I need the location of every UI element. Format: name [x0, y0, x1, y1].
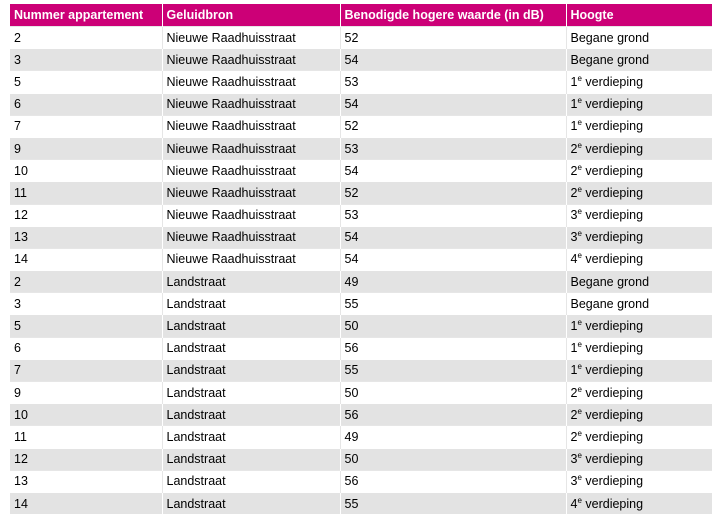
cell-hoogte: [566, 93, 712, 115]
cell-waarde: 49: [340, 426, 566, 448]
cell-nummer: 12: [10, 204, 162, 226]
hoogte-number: 1: [571, 319, 578, 333]
cell-nummer: 11: [10, 426, 162, 448]
cell-hoogte: [566, 248, 712, 270]
cell-nummer: 10: [10, 160, 162, 182]
cell-geluidbron: Nieuwe Raadhuisstraat: [162, 226, 340, 248]
cell-nummer: 7: [10, 359, 162, 381]
table-row: [10, 492, 712, 514]
hoogte-number: 1: [571, 363, 578, 377]
cell-hoogte: [566, 160, 712, 182]
cell-geluidbron: Nieuwe Raadhuisstraat: [162, 204, 340, 226]
hoogte-number: 2: [571, 186, 578, 200]
cell-nummer: 3: [10, 49, 162, 71]
noise-table: [10, 4, 712, 514]
hoogte-label: verdieping: [582, 186, 643, 200]
table-row: [10, 359, 712, 381]
cell-geluidbron: Landstraat: [162, 448, 340, 470]
cell-waarde: 56: [340, 404, 566, 426]
hoogte-label: Begane grond: [571, 53, 650, 67]
cell-nummer: 10: [10, 404, 162, 426]
cell-waarde: 54: [340, 49, 566, 71]
cell-geluidbron: Nieuwe Raadhuisstraat: [162, 137, 340, 159]
table-row: [10, 137, 712, 159]
hoogte-ordinal-suffix: e: [577, 407, 581, 416]
hoogte-ordinal-suffix: e: [577, 451, 581, 460]
cell-geluidbron: Landstraat: [162, 492, 340, 514]
cell-hoogte: [566, 492, 712, 514]
cell-hoogte: [566, 315, 712, 337]
table-row: [10, 293, 712, 315]
cell-geluidbron: Landstraat: [162, 426, 340, 448]
cell-hoogte: [566, 382, 712, 404]
cell-hoogte: [566, 470, 712, 492]
hoogte-number: 4: [571, 252, 578, 266]
table-header-row: [10, 4, 712, 27]
hoogte-label: verdieping: [582, 75, 643, 89]
hoogte-ordinal-suffix: e: [577, 118, 581, 127]
header-geluidbron: Geluidbron: [162, 4, 340, 27]
cell-nummer: 14: [10, 492, 162, 514]
table-row: [10, 71, 712, 93]
cell-waarde: 50: [340, 382, 566, 404]
hoogte-label: verdieping: [582, 497, 643, 511]
hoogte-number: 3: [571, 230, 578, 244]
hoogte-ordinal-suffix: e: [577, 229, 581, 238]
hoogte-number: 2: [571, 142, 578, 156]
hoogte-label: verdieping: [582, 97, 643, 111]
hoogte-ordinal-suffix: e: [577, 429, 581, 438]
cell-nummer: 2: [10, 27, 162, 49]
cell-geluidbron: Nieuwe Raadhuisstraat: [162, 248, 340, 270]
table-row: [10, 49, 712, 71]
cell-waarde: 50: [340, 448, 566, 470]
hoogte-number: 1: [571, 75, 578, 89]
hoogte-number: 3: [571, 452, 578, 466]
hoogte-ordinal-suffix: e: [577, 318, 581, 327]
cell-geluidbron: Landstraat: [162, 404, 340, 426]
cell-nummer: 13: [10, 470, 162, 492]
cell-geluidbron: Nieuwe Raadhuisstraat: [162, 49, 340, 71]
cell-nummer: 14: [10, 248, 162, 270]
hoogte-ordinal-suffix: e: [577, 362, 581, 371]
cell-hoogte: [566, 426, 712, 448]
cell-hoogte: [566, 337, 712, 359]
hoogte-ordinal-suffix: e: [577, 384, 581, 393]
cell-hoogte: [566, 27, 712, 49]
cell-waarde: 49: [340, 271, 566, 293]
hoogte-number: 1: [571, 119, 578, 133]
cell-waarde: 54: [340, 93, 566, 115]
cell-nummer: 5: [10, 315, 162, 337]
table-body: [10, 27, 712, 514]
cell-nummer: 5: [10, 71, 162, 93]
hoogte-number: 2: [571, 430, 578, 444]
header-benodigde-hogere-waarde: Benodigde hogere waarde (in dB): [340, 4, 566, 27]
hoogte-ordinal-suffix: e: [577, 96, 581, 105]
cell-hoogte: [566, 137, 712, 159]
hoogte-label: verdieping: [582, 164, 643, 178]
cell-geluidbron: Nieuwe Raadhuisstraat: [162, 27, 340, 49]
hoogte-ordinal-suffix: e: [577, 340, 581, 349]
cell-hoogte: [566, 182, 712, 204]
hoogte-label: verdieping: [582, 474, 643, 488]
table-row: [10, 226, 712, 248]
cell-geluidbron: Landstraat: [162, 271, 340, 293]
cell-waarde: 55: [340, 492, 566, 514]
cell-hoogte: [566, 448, 712, 470]
cell-geluidbron: Landstraat: [162, 470, 340, 492]
cell-hoogte: [566, 115, 712, 137]
table-row: [10, 315, 712, 337]
table-row: [10, 115, 712, 137]
cell-waarde: 56: [340, 337, 566, 359]
cell-geluidbron: Landstraat: [162, 382, 340, 404]
hoogte-number: 1: [571, 97, 578, 111]
hoogte-ordinal-suffix: e: [577, 473, 581, 482]
cell-nummer: 11: [10, 182, 162, 204]
table-row: [10, 470, 712, 492]
cell-hoogte: [566, 204, 712, 226]
table-row: [10, 271, 712, 293]
cell-waarde: 55: [340, 293, 566, 315]
cell-waarde: 54: [340, 226, 566, 248]
cell-waarde: 53: [340, 71, 566, 93]
hoogte-ordinal-suffix: e: [577, 140, 581, 149]
hoogte-label: verdieping: [582, 208, 643, 222]
cell-waarde: 52: [340, 182, 566, 204]
cell-waarde: 55: [340, 359, 566, 381]
cell-geluidbron: Landstraat: [162, 359, 340, 381]
hoogte-label: verdieping: [582, 319, 643, 333]
table-row: [10, 426, 712, 448]
cell-nummer: 2: [10, 271, 162, 293]
hoogte-label: verdieping: [582, 430, 643, 444]
table-row: [10, 204, 712, 226]
cell-geluidbron: Nieuwe Raadhuisstraat: [162, 115, 340, 137]
table-row: [10, 27, 712, 49]
cell-waarde: 54: [340, 160, 566, 182]
table-row: [10, 382, 712, 404]
cell-nummer: 13: [10, 226, 162, 248]
cell-hoogte: [566, 271, 712, 293]
cell-geluidbron: Landstraat: [162, 293, 340, 315]
header-nummer-appartement: Nummer appartement: [10, 4, 162, 27]
hoogte-label: verdieping: [582, 142, 643, 156]
hoogte-number: 1: [571, 341, 578, 355]
cell-hoogte: [566, 359, 712, 381]
hoogte-label: verdieping: [582, 386, 643, 400]
hoogte-label: verdieping: [582, 252, 643, 266]
cell-waarde: 53: [340, 137, 566, 159]
cell-nummer: 7: [10, 115, 162, 137]
cell-hoogte: [566, 293, 712, 315]
hoogte-label: verdieping: [582, 230, 643, 244]
cell-geluidbron: Nieuwe Raadhuisstraat: [162, 182, 340, 204]
cell-geluidbron: Landstraat: [162, 315, 340, 337]
hoogte-label: verdieping: [582, 341, 643, 355]
cell-geluidbron: Landstraat: [162, 337, 340, 359]
hoogte-number: 3: [571, 208, 578, 222]
hoogte-number: 2: [571, 164, 578, 178]
hoogte-label: Begane grond: [571, 31, 650, 45]
cell-nummer: 9: [10, 137, 162, 159]
hoogte-number: 2: [571, 408, 578, 422]
cell-nummer: 9: [10, 382, 162, 404]
cell-waarde: 53: [340, 204, 566, 226]
cell-geluidbron: Nieuwe Raadhuisstraat: [162, 160, 340, 182]
cell-nummer: 6: [10, 93, 162, 115]
table-row: [10, 182, 712, 204]
hoogte-number: 2: [571, 386, 578, 400]
header-hoogte: Hoogte: [566, 4, 712, 27]
cell-geluidbron: Nieuwe Raadhuisstraat: [162, 71, 340, 93]
cell-hoogte: [566, 71, 712, 93]
hoogte-ordinal-suffix: e: [577, 251, 581, 260]
cell-hoogte: [566, 226, 712, 248]
hoogte-label: verdieping: [582, 408, 643, 422]
cell-waarde: 52: [340, 115, 566, 137]
hoogte-ordinal-suffix: e: [577, 163, 581, 172]
table-row: [10, 448, 712, 470]
table-row: [10, 160, 712, 182]
hoogte-ordinal-suffix: e: [577, 74, 581, 83]
cell-waarde: 52: [340, 27, 566, 49]
hoogte-label: verdieping: [582, 119, 643, 133]
cell-hoogte: [566, 49, 712, 71]
table-row: [10, 337, 712, 359]
cell-waarde: 56: [340, 470, 566, 492]
table-row: [10, 93, 712, 115]
hoogte-label: Begane grond: [571, 297, 650, 311]
cell-waarde: 50: [340, 315, 566, 337]
hoogte-number: 3: [571, 474, 578, 488]
hoogte-label: verdieping: [582, 363, 643, 377]
hoogte-ordinal-suffix: e: [577, 185, 581, 194]
cell-geluidbron: Nieuwe Raadhuisstraat: [162, 93, 340, 115]
hoogte-ordinal-suffix: e: [577, 495, 581, 504]
hoogte-label: Begane grond: [571, 275, 650, 289]
hoogte-ordinal-suffix: e: [577, 207, 581, 216]
hoogte-number: 4: [571, 497, 578, 511]
cell-nummer: 12: [10, 448, 162, 470]
cell-nummer: 3: [10, 293, 162, 315]
cell-hoogte: [566, 404, 712, 426]
cell-waarde: 54: [340, 248, 566, 270]
cell-nummer: 6: [10, 337, 162, 359]
hoogte-label: verdieping: [582, 452, 643, 466]
table-row: [10, 404, 712, 426]
table-row: [10, 248, 712, 270]
